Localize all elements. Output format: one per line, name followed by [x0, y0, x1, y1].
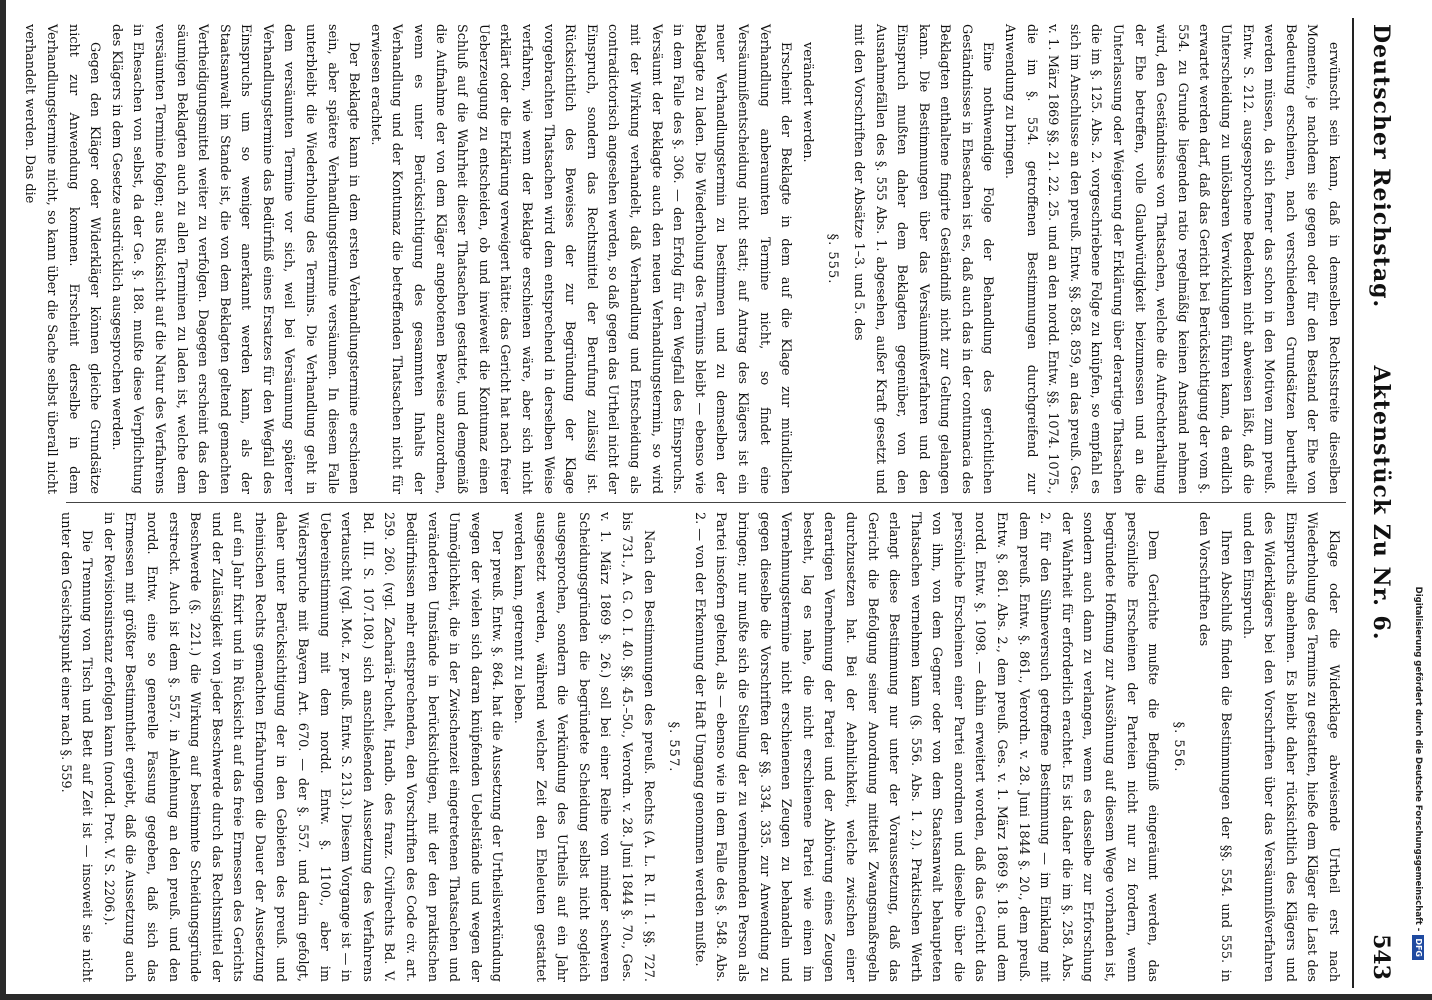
section-heading: §. 557. [666, 721, 682, 773]
paragraph: Klage oder die Widerklage abweisende Urtheil erst nach Wiederholung des Termins zu gestatten, hieße dem Kläger die Last des Einspruchs abnehmen. Es bleibt daher rücksichtlich des Klägers und des Widerklägers bei den Vorschriften über das Versäumnißverfahren und den Einspruch. [1239, 512, 1341, 982]
paragraph: Gegen den Kläger oder Widerkläger können gleiche Grundsätze nicht zur Anwendung kommen. Erscheint derselbe in dem Verhandlungstermine nicht, so kann über die Sache selbst überall nicht verhandelt werden. Das die [22, 24, 103, 494]
right-column [57, 512, 1344, 982]
page-header [1352, 18, 1404, 988]
funding-note-text [1406, 0, 1430, 1000]
paragraph: Der preuß. Entw. §. 864. hat die Aussetzung der Urtheilsverkündung wegen der vielen sich daran knüpfenden Uebelstände und wegen der Unmöglichkeit, die in der Zwischenzeit eingetretenen Thatsachen und veränderten Umstände in berücksichtigen, mit der den praktischen Bedürfnissen mehr entsprechenden, den Vorschriften des Code civ. art. 259. 260. (vgl. Zachariä-Puchelt, Handb. des franz. Civilrechts Bd. V. Bd. III. S. 107.108.) sich anschließenden Aussetzung des Verfahrens vertauscht (vgl. Mot. z. preuß. Entw. S. 213.). Diesem Vorgange ist — in Uebereinstimmung mit dem nordd. Entw. §. 1100., aber im Widerspruche mit Bayern Art. 670. — der §. 557. und darin gefolgt, daher unter Berücksichtigung der in den Gebieten des preuß. und rheinischen Rechts gemachten Erfahrungen die Dauer der Aussetzung auf ein Jahr fixirt und in Rücksicht auf das freie Ermessen des Gerichts und der Zulässigkeit von jeder Beschwerde durch das Rechtsmittel der Beschwerde (§. 221.) die Wirkung auf bestimmte Scheidungsgründe erstreckt. Auch ist dem §. 557. in Anlehnung an den preuß. und den nordd. Entw. eine so generelle Fassung gegeben, daß sich das Ermessen mit größter Bestimmtheit ergiebt, daß die Aussetzung auch in der Revisionsinstanz erfolgen kann (nordd. Prot. V. S. 2206.). [100, 512, 505, 982]
paragraph: Eine nothwendige Folge der Behandlung des gerichtlichen Geständnisses in Ehesachen ist es, daß auch das in der contumacia des Beklagten enthaltene fingirte Geständniß nicht zur Geltung gelangen kann. Die Bestimmungen über das Versäumnißverfahren und den Einspruch mußten daher dem Beklagten gegenüber, von den Ausnahmefällen des §. 555 Abs. 1. abgesehen, außer Kraft gesetzt und mit den Vorschriften der Absätze 1–3. und 5. des [850, 24, 996, 494]
column-divider [66, 502, 1346, 503]
scan-edge-left [0, 0, 6, 1000]
paragraph: erwünscht sein kann, daß in demselben Rechtsstreite dieselben Momente, je nachdem sie gegen oder für den Bestand der Ehe von Bedeutung erscheinen, nach verschiedenen Grundsätzen beurtheilt werden müssen, da sich ferner das schon in den Motiven zum preuß. Entw. S. 212. ausgesprochene Bedenken nicht abweisen läßt, daß die Unterscheidung zu unlösbaren Verwicklungen führen kann, da endlich erwartet werden darf, daß das Gericht bei Berücksichtigung der vom §. 554. zu Grunde liegenden ratio regelmäßig keinen Anstand nehmen wird, den Geständnisse von Thatsachen, welche die Aufrechterhaltung der Ehe betreffen, volle Glaubwürdigkeit beizumessen und an die Unterlassung oder Weigerung der Erklärung über derartige Thatsachen die im §. 125. Abs. 2. vorgeschriebene Folge zu knüpfen, so empfahl es sich im Anschlusse an den preuß. Entw. §§. 858. 859, an das preuß. Ges. v. 1. März 1869 §§. 21. 22. 25. und an den nordd. Entw. §§. 1074. 1075., die im §. 554. getroffenen Bestimmungen durchgreifend zur Anwendung zu bringen. [1002, 24, 1341, 494]
paragraph: Ihren Abschluß finden die Bestimmungen der §§. 554. und 555. in den Vorschriften des [1196, 512, 1234, 982]
section-heading: §. 556. [1170, 721, 1186, 773]
scan-edge-bottom [0, 994, 1432, 1000]
paragraph: Die Trennung von Tisch und Bett auf Zeit ist — insoweit sie nicht unter den Gesichtspunkt einer nach §. 559. [57, 512, 95, 982]
dfg-logo: DFG [1412, 935, 1424, 960]
page-number: 543 [1368, 934, 1394, 980]
left-column [22, 24, 1344, 494]
document-reference: Aktenstück Zu Nr. 6. [1368, 365, 1394, 641]
section-heading: §. 555. [825, 233, 841, 285]
paragraph: verändert werden. [799, 42, 815, 163]
running-title: Deutscher Reichstag. [1368, 24, 1394, 309]
paragraph: Erscheint der Beklagte in dem auf die Klage zur mündlichen Verhandlung anberaumten Termine nicht, so findet eine Versäumnißentscheidung nicht statt; auf Antrag des Klägers ist ein neuer Verhandlungstermin zu bestimmen und zu demselben der Beklagte zu laden. Die Wiederholung des Termins bleibt — ebenso wie in dem Falle des §. 306. — den Erfolg für den Wegfall des Einspruchs. Versäumt der Beklagte auch den neuen Verhandlungstermin, so wird mit der Wirkung verhandelt, daß Verhandlung und Entscheidung als contradictorisch angesehen werden, so daß gegen das Urtheil nicht der Einspruch, sondern das Rechtsmittel der Berufung zulässig ist. Rücksichtlich des Beweises der zur Begründung der Klage vorgebrachten Thatsachen wird dem entsprechend in derselben Weise verfahren, wie wenn der Beklagte erschienen wäre, aber sich nicht erklärt oder die Erklärung verweigert hätte: das Gericht hat nach freier Ueberzeugung zu entscheiden, ob und inwieweit die Kontumaz einen Schluß auf die Wahrheit dieser Thatsachen gestattet, und demgemäß die Aufnahme der von dem Kläger angebotenen Beweise anzuordnen, wenn es unter Berücksichtigung des gesammten Inhalts der Verhandlung und der Kontumaz die betreffenden Thatsachen nicht für erwiesen erachtet. [367, 24, 794, 494]
paragraph: Dem Gerichte mußte die Befugniß eingeräumt werden, das persönliche Erscheinen der Parteien nicht nur zu fordern, wenn begründete Hoffnung zur Aussöhnung auf diesem Wege vorhanden ist, sondern auch dann zu verlangen, wenn es dasselbe zur Erforschung der Wahrheit für erforderlich erachtet. Es ist daher die im §. 258. Abs. 2. für den Sühneversuch getroffene Bestimmung — im Einklang mit dem preuß. Entw. §. 861., Verordn. v. 28. Juni 1844 §. 20., dem preuß. Entw. §. 861. Abs. 2., dem preuß. Ges. v. 1. März 1869 §. 18. und dem nordd. Entw. §. 1098. — dahin erweitert worden, daß das Gericht das persönliche Erscheinen einer Partei anordnen und dieselbe über die von ihm, von dem Gegner oder von dem Staatsanwalt behaupteten Thatsachen vernehmen kann (§. 556. Abs. 1. 2.). Praktischen Werth erlangt diese Bestimmung nur unter der Voraussetzung, daß das Gericht die Befolgung seiner Anordnung mittelst Zwangsmaßregeln durchzusetzen hat. Bei der Aehnlichkeit, welche zwischen einer derartigen Vernehmung der Partei und der Abhörung eines Zeugen besteht, lag es nahe, die nicht erschienene Partei wie einen im Vernehmungstermine nicht erschienenen Zeugen zu behandeln und gegen dieselbe die Vorschriften der §§. 334. 335. zur Anwendung zu bringen; nur mußte sich die Stellung der zu vernehmenden Person als Partei insofern geltend, als — ebenso wie in dem Falle des §. 548. Abs. 2. — von der Erkennung der Haft Umgang genommen werden mußte. [691, 512, 1161, 982]
funding-note [1408, 0, 1432, 1000]
document-page [22, 18, 1404, 988]
paragraph: Der Beklagte kann in dem ersten Verhandlungstermine erschienen sein, aber spätere Verhandlungstermine versäumen. In diesem Falle unterbleibt die Wiederholung des Termins. Die Verhandlung geht in dem versäumten Termine vor sich, weil bei Versäumung späterer Verhandlungstermine das Bedürfniß eines Ersatzes für den Wegfall des Einspruchs um so weniger anerkannt werden kann, als der Staatsanwalt im Stande ist, die von dem Beklagten geltend gemachten Vertheidigungsmittel weiter zu verfolgen. Dagegen erscheint das den säumigen Beklagten auch zu allen Terminen zu laden ist, welche dem versäumten Termine folgen; aus Rücksicht auf die Natur des Verfahrens in Ehesachen von selbst, da der Ge. §. 188. mußte diese Verpflichtung des Klägers in dem Gesetze ausdrücklich ausgesprochen werden. [108, 24, 362, 494]
rotated-page-content [22, 18, 1404, 988]
funding-note-label: Digitalisierung gefördert durch die Deutsche Forschungsgemeinschaft - [1413, 586, 1423, 932]
paragraph: Nach den Bestimmungen des preuß. Rechts (A. L. R. II. 1. §§. 727. bis 731., A. G. O. I. 40. §§. 45.–50., Verordn. v. 28. Juni 1844 §. 70., Ges. v. 1. März 1869 §. 26.) soll bei einer Reihe von minder schweren Scheidungsgründen die begründete Scheidung selbst nicht sogleich ausgesprochen, sondern die Verkündung des Urtheils auf ein Jahr ausgesetzt werden, während welcher Zeit den Eheleuten gestattet werden kann, getrennt zu leben. [511, 512, 656, 982]
